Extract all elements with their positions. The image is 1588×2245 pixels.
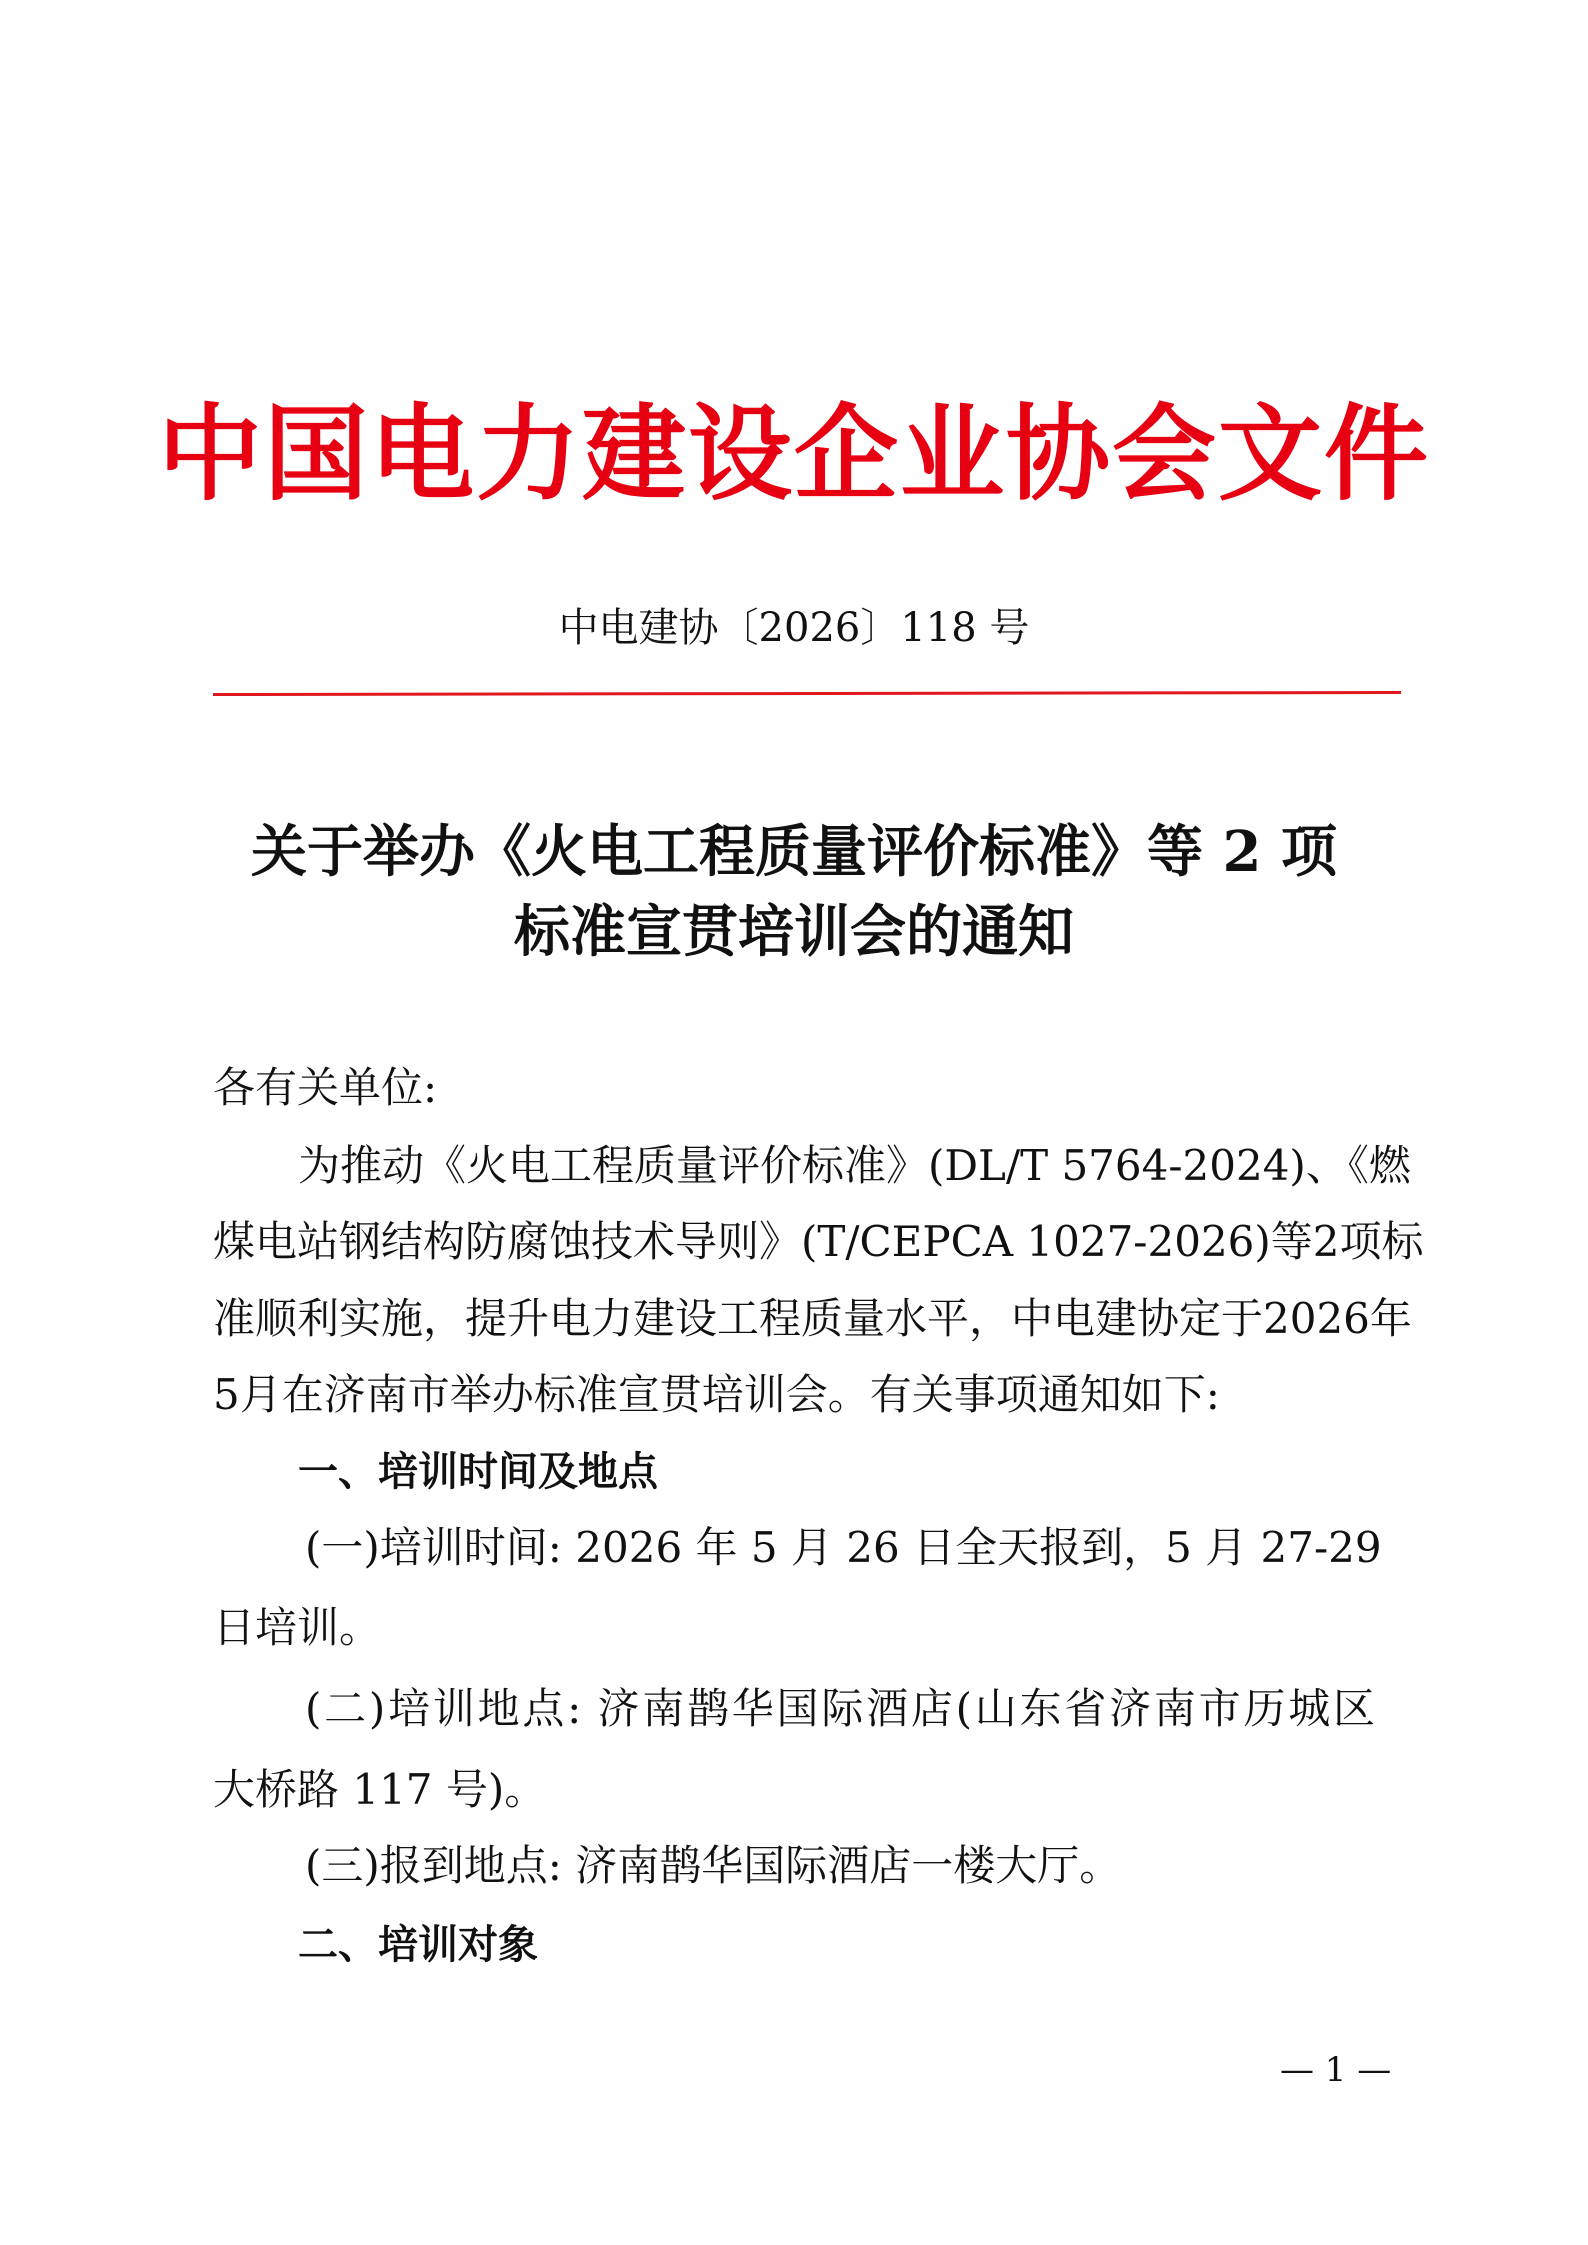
headline-line-2: 标准宣贯培训会的通知 xyxy=(514,899,1074,965)
section-heading-1: 一、培训时间及地点 xyxy=(298,1449,658,1495)
body-line: (三)报到地点: 济南鹊华国际酒店一楼大厅。 xyxy=(305,1841,1122,1890)
red-divider xyxy=(213,691,1401,696)
body-line: 大桥路 117 号)。 xyxy=(213,1765,547,1814)
body-line: 煤电站钢结构防腐蚀技术导则》(T/CEPCA 1027-2026)等2项标 xyxy=(213,1217,1424,1266)
body-line: 日培训。 xyxy=(213,1603,382,1652)
document-number: 中电建协〔2026〕118 号 xyxy=(558,605,1030,651)
body-line: (一)培训时间: 2026 年 5 月 26 日全天报到，5 月 27-29 xyxy=(305,1523,1382,1572)
salutation: 各有关单位: xyxy=(213,1063,438,1112)
body-line: 5月在济南市举办标准宣贯培训会。有关事项通知如下: xyxy=(213,1370,1220,1419)
section-heading-2: 二、培训对象 xyxy=(298,1922,538,1968)
body-line: 为推动《火电工程质量评价标准》(DL/T 5764-2024)、《燃 xyxy=(298,1141,1411,1190)
headline-line-1: 关于举办《火电工程质量评价标准》等 2 项 xyxy=(251,819,1337,885)
body-line: 准顺利实施，提升电力建设工程质量水平，中电建协定于2026年 xyxy=(213,1294,1412,1343)
body-line: (二)培训地点: 济南鹊华国际酒店(山东省济南市历城区 xyxy=(305,1684,1375,1733)
document-masthead: 中国电力建设企业协会文件 xyxy=(157,392,1430,515)
page-number: — 1 — xyxy=(1280,2050,1392,2090)
